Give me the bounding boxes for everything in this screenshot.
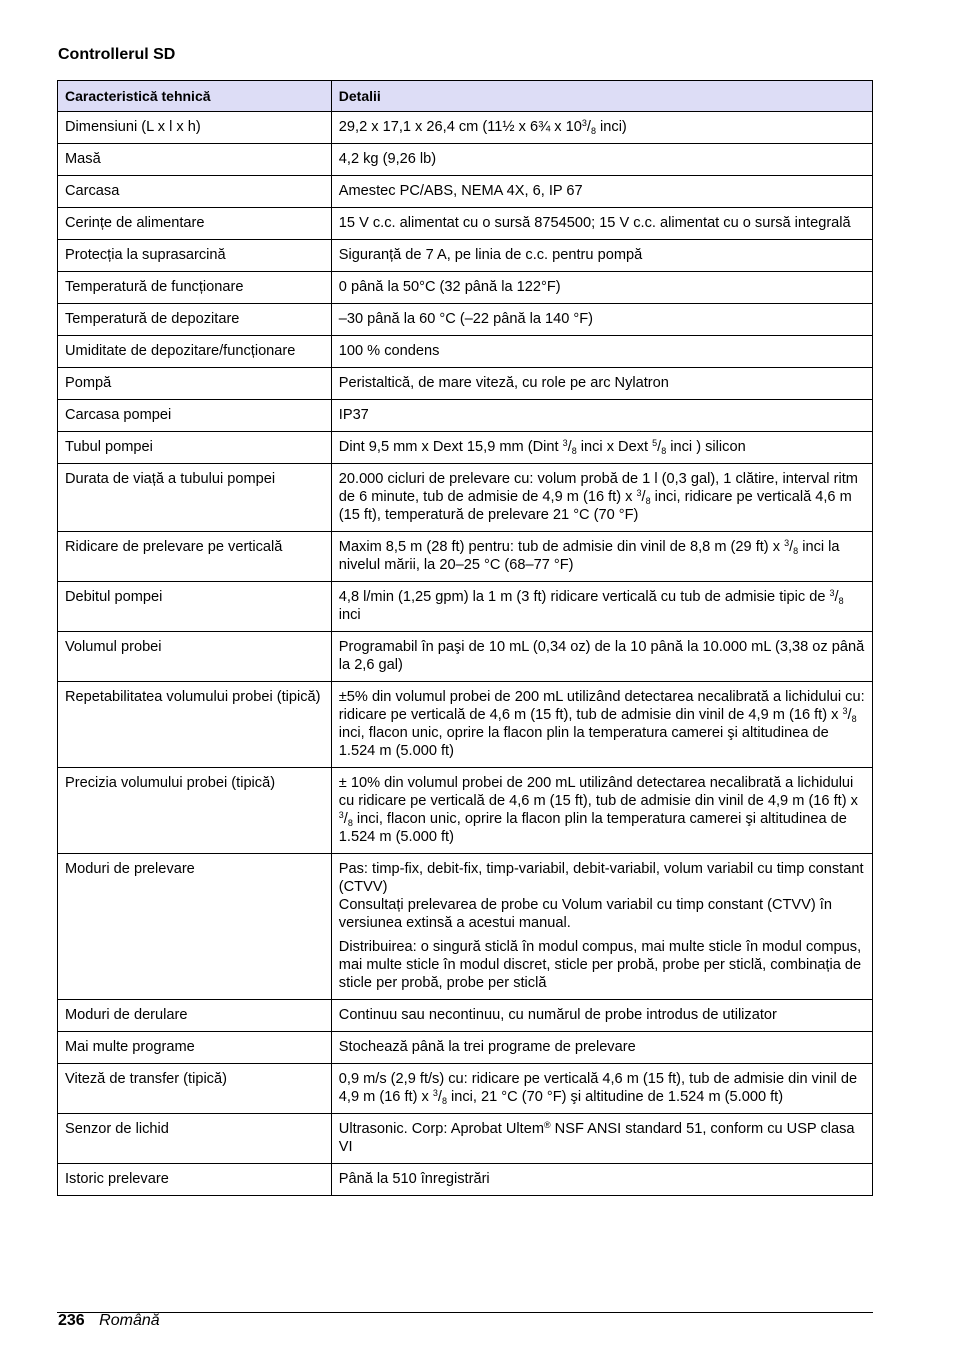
- table-row: [58, 144, 873, 176]
- characteristic-cell: Carcasa pompei: [58, 400, 332, 432]
- characteristic-cell: Precizia volumului probei (tipică): [58, 768, 332, 854]
- details-cell: Siguranță de 7 A, pe linia de c.c. pentru pompă: [331, 240, 872, 272]
- details-cell: 0,9 m/s (2,9 ft/s) cu: ridicare pe verticală 4,6 m (15 ft), tub de admisie din vinil de 4,9 m (16 ft) x $^3/_8$ inci, 21 °C (70 °F) şi altitudine de 1.524 m (5.000 ft): [331, 1064, 872, 1114]
- details-cell: Peristaltică, de mare viteză, cu role pe arc Nylatron: [331, 368, 872, 400]
- characteristic-cell: Masă: [58, 144, 332, 176]
- table-header-row: [58, 81, 873, 112]
- details-cell: Până la 510 înregistrări: [331, 1164, 872, 1196]
- table-row: [58, 368, 873, 400]
- details-cell: 29,2 x 17,1 x 26,4 cm (11½ x 6¾ x $10^3/_8$ inci): [331, 112, 872, 144]
- page-footer: [58, 1312, 160, 1330]
- details-cell: Pas: timp-fix, debit-fix, timp-variabil, debit-variabil, volum variabil cu timp constant (CTVV) Consultați prelevarea de probe cu Volum variabil cu timp constant (CTVV) în versiunea extinsă a acestui manual. Distribuirea: o singură sticlă în modul compus, mai multe sticle în modul compus, mai multe sticle în modul discret, sticle per probă, probe per sticlă, combinația de sticle per probă, probe per sticlă: [331, 854, 872, 1000]
- characteristic-cell: Temperatură de depozitare: [58, 304, 332, 336]
- table-row: [58, 464, 873, 532]
- details-cell: Stochează până la trei programe de prelevare: [331, 1032, 872, 1064]
- characteristic-cell: Cerințe de alimentare: [58, 208, 332, 240]
- table-row: [58, 532, 873, 582]
- table-row: [58, 1032, 873, 1064]
- page-number: 236: [58, 1312, 85, 1329]
- characteristic-cell: Moduri de derulare: [58, 1000, 332, 1032]
- characteristic-cell: Pompă: [58, 368, 332, 400]
- characteristic-cell: Viteză de transfer (tipică): [58, 1064, 332, 1114]
- table-row: [58, 1164, 873, 1196]
- details-cell: Amestec PC/ABS, NEMA 4X, 6, IP 67: [331, 176, 872, 208]
- details-cell: 0 până la 50°C (32 până la 122°F): [331, 272, 872, 304]
- details-cell: 4,8 l/min (1,25 gpm) la 1 m (3 ft) ridicare verticală cu tub de admisie tipic de $^3/_8$ inci: [331, 582, 872, 632]
- characteristic-cell: Istoric prelevare: [58, 1164, 332, 1196]
- table-row: [58, 1064, 873, 1114]
- table-row: [58, 768, 873, 854]
- characteristic-cell: Tubul pompei: [58, 432, 332, 464]
- characteristic-cell: Ridicare de prelevare pe verticală: [58, 532, 332, 582]
- table-row: [58, 682, 873, 768]
- table-body: [58, 112, 873, 1196]
- table-row: [58, 1114, 873, 1164]
- characteristic-cell: Repetabilitatea volumului probei (tipică): [58, 682, 332, 768]
- characteristic-cell: Durata de viață a tubului pompei: [58, 464, 332, 532]
- characteristic-cell: Moduri de prelevare: [58, 854, 332, 1000]
- characteristic-cell: Umiditate de depozitare/funcționare: [58, 336, 332, 368]
- details-cell: 15 V c.c. alimentat cu o sursă 8754500; 15 V c.c. alimentat cu o sursă integrală: [331, 208, 872, 240]
- specifications-table: [57, 80, 873, 1196]
- section-title: Controllerul SD: [58, 46, 176, 63]
- details-cell: 20.000 cicluri de prelevare cu: volum probă de 1 l (0,3 gal), 1 clătire, interval ritm de 6 minute, tub de admisie de 4,9 m (16 ft) x $^3/_8$ inci, ridicare pe verticală 4,6 m (15 ft), temperatură de prelevare 21 °C (70 °F): [331, 464, 872, 532]
- table-row: [58, 632, 873, 682]
- characteristic-cell: Carcasa: [58, 176, 332, 208]
- characteristic-cell: Volumul probei: [58, 632, 332, 682]
- characteristic-cell: Mai multe programe: [58, 1032, 332, 1064]
- details-cell: 100 % condens: [331, 336, 872, 368]
- table-row: [58, 208, 873, 240]
- characteristic-cell: Senzor de lichid: [58, 1114, 332, 1164]
- characteristic-cell: Dimensiuni (L x l x h): [58, 112, 332, 144]
- characteristic-cell: Temperatură de funcționare: [58, 272, 332, 304]
- table-row: [58, 112, 873, 144]
- table-row: [58, 336, 873, 368]
- details-cell: Ultrasonic. Corp: Aprobat Ultem® NSF ANSI standard 51, conform cu USP clasa VI: [331, 1114, 872, 1164]
- footer-divider: [57, 1312, 873, 1313]
- characteristic-cell: Protecția la suprasarcină: [58, 240, 332, 272]
- table-row: [58, 240, 873, 272]
- table-row: [58, 432, 873, 464]
- details-cell: –30 până la 60 °C (–22 până la 140 °F): [331, 304, 872, 336]
- table-row: [58, 854, 873, 1000]
- table-row: [58, 304, 873, 336]
- table-row: [58, 272, 873, 304]
- table-row: [58, 400, 873, 432]
- details-cell: Programabil în paşi de 10 mL (0,34 oz) de la 10 până la 10.000 mL (3,38 oz până la 2,6 gal): [331, 632, 872, 682]
- characteristic-cell: Debitul pompei: [58, 582, 332, 632]
- footer-language: Română: [99, 1312, 160, 1329]
- details-cell: Maxim 8,5 m (28 ft) pentru: tub de admisie din vinil de 8,8 m (29 ft) x $^3/_8$ inci la nivelul mării, la 20–25 °C (68–77 °F): [331, 532, 872, 582]
- details-cell: 4,2 kg (9,26 lb): [331, 144, 872, 176]
- column-header-characteristic: Caracteristică tehnică: [58, 81, 332, 112]
- details-cell: Dint 9,5 mm x Dext 15,9 mm (Dint $^3/_8$ inci x Dext $^5/_8$ inci ) silicon: [331, 432, 872, 464]
- details-cell: ± 10% din volumul probei de 200 mL utilizând detectarea necalibrată a lichidului cu ridicare pe verticală de 4,6 m (15 ft), tub de admisie din vinil de 4,9 m (16 ft) x $^3/_8$ inci, flacon unic, oprire la flacon plin la temperatura camerei şi altitudinea de 1.524 m (5.000 ft): [331, 768, 872, 854]
- details-cell: Continuu sau necontinuu, cu numărul de probe introdus de utilizator: [331, 1000, 872, 1032]
- table-row: [58, 1000, 873, 1032]
- column-header-details: Detalii: [331, 81, 872, 112]
- table-row: [58, 582, 873, 632]
- table-row: [58, 176, 873, 208]
- details-cell: ±5% din volumul probei de 200 mL utilizând detectarea necalibrată a lichidului cu: ridicare pe verticală de 4,6 m (15 ft), tub de admisie din vinil de 4,9 m (16 ft) x $^3/_8$ inci, flacon unic, oprire la flacon plin la temperatura camerei şi altitudinea de 1.524 m (5.000 ft): [331, 682, 872, 768]
- details-cell: IP37: [331, 400, 872, 432]
